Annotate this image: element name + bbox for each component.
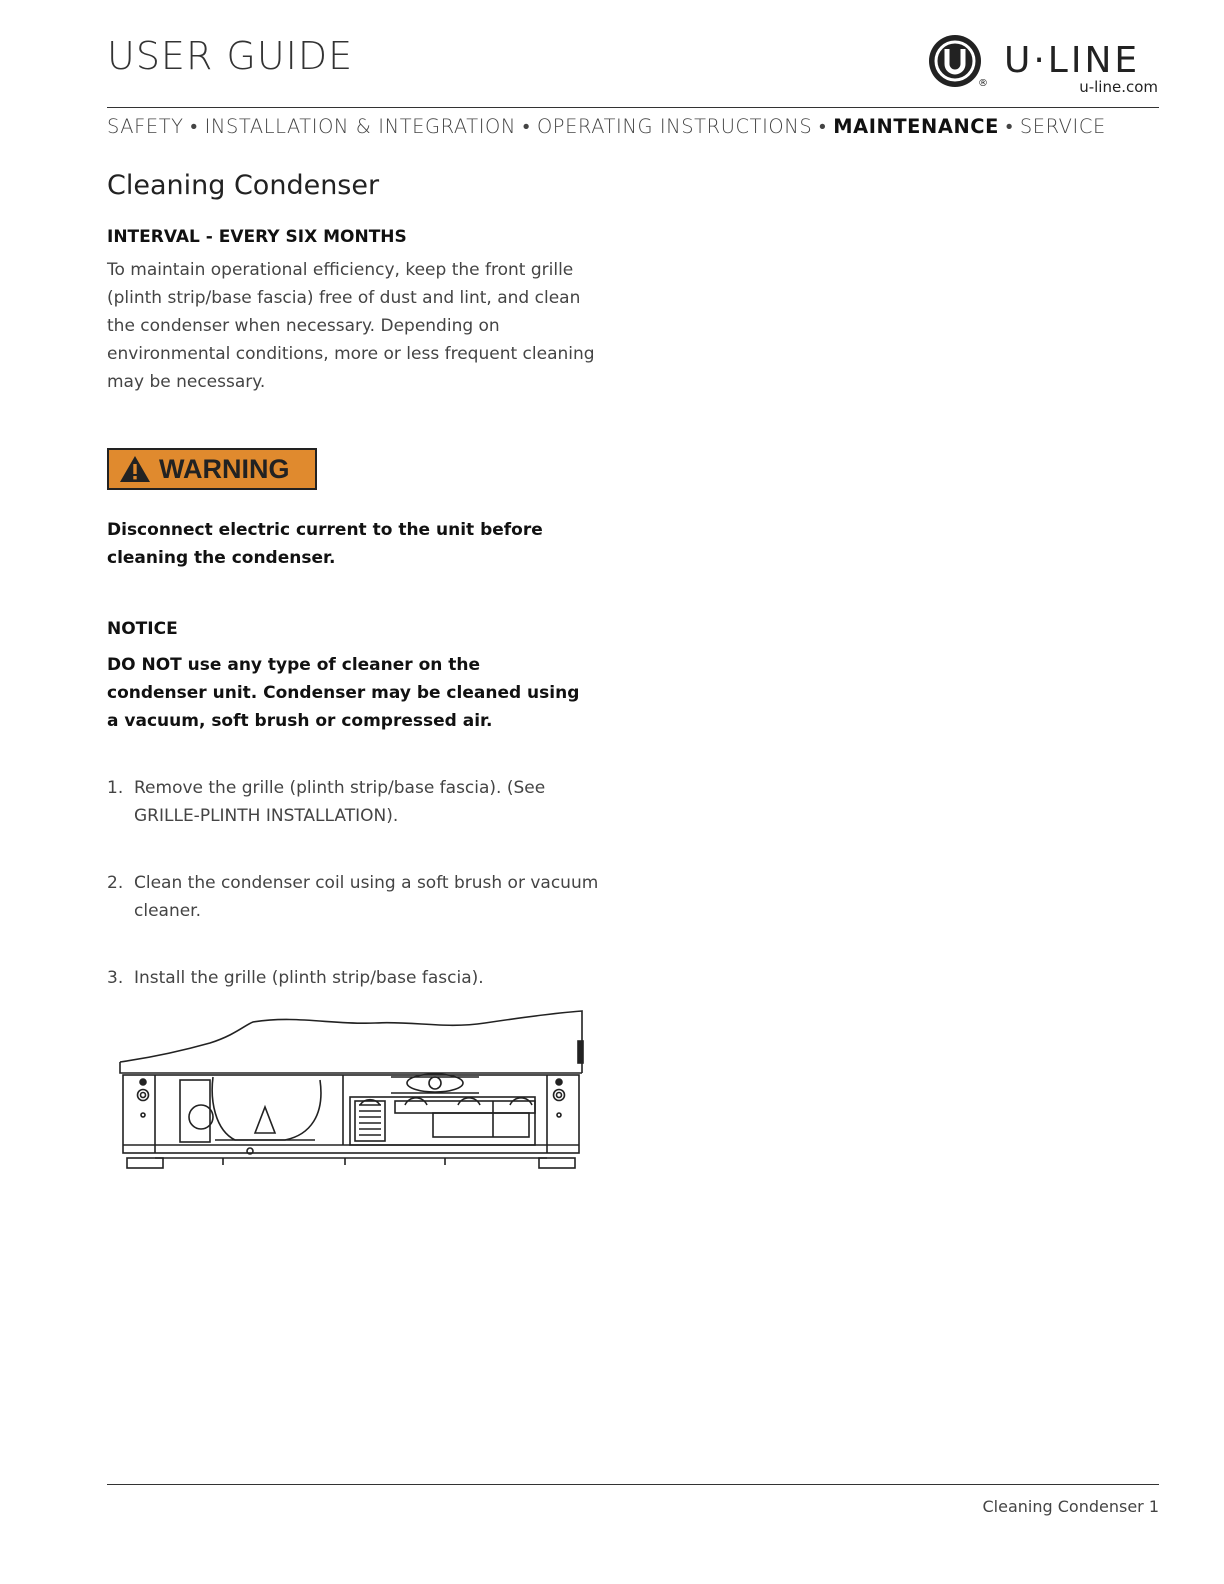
warning-badge [107, 448, 317, 490]
registered-mark: ® [978, 78, 988, 89]
footer-divider [107, 1484, 1159, 1485]
logo-wordmark: U·LINE [1004, 40, 1141, 81]
step-number: 2. [107, 873, 124, 893]
step-line: Clean the condenser coil using a soft brush or vacuum [134, 873, 599, 893]
condenser-illustration [115, 1005, 590, 1175]
warning-line: cleaning the condenser. [107, 548, 336, 568]
u-line-emblem-icon [928, 34, 984, 90]
page-footer-label: Cleaning Condenser 1 [982, 1497, 1159, 1516]
warning-label: WARNING [159, 453, 290, 484]
intro-line: environmental conditions, more or less frequent cleaning [107, 344, 595, 364]
website-url: u-line.com [1079, 78, 1158, 96]
u-line-logo [928, 34, 1164, 96]
nav-separator: • [1005, 115, 1020, 138]
document-title: USER GUIDE [107, 34, 354, 78]
step-item [107, 964, 602, 992]
nav-item-installation: INSTALLATION & INTEGRATION [204, 115, 517, 138]
notice-text [107, 651, 602, 735]
nav-item-maintenance: MAINTENANCE [833, 115, 999, 138]
nav-separator: • [190, 115, 205, 138]
notice-line: a vacuum, soft brush or compressed air. [107, 711, 493, 731]
interval-heading: INTERVAL - EVERY SIX MONTHS [107, 227, 407, 247]
nav-separator: • [522, 115, 537, 138]
step-number: 3. [107, 968, 124, 988]
nav-item-safety: SAFETY [107, 115, 184, 138]
intro-paragraph [107, 256, 602, 396]
notice-line: DO NOT use any type of cleaner on the [107, 655, 481, 675]
nav-item-operating: OPERATING INSTRUCTIONS [536, 115, 813, 138]
section-title: Cleaning Condenser [107, 170, 380, 201]
step-line: cleaner. [134, 901, 202, 921]
step-line: GRILLE-PLINTH INSTALLATION). [134, 806, 399, 826]
notice-line: condenser unit. Condenser may be cleaned using [107, 683, 580, 703]
step-line: Install the grille (plinth strip/base fascia). [134, 968, 484, 988]
step-item [107, 869, 602, 925]
step-item [107, 774, 602, 830]
section-nav [107, 115, 1159, 139]
step-line: Remove the grille (plinth strip/base fascia). (See [134, 778, 546, 798]
intro-line: To maintain operational efficiency, keep the front grille [107, 260, 574, 280]
warning-triangle-icon [119, 455, 151, 483]
notice-heading: NOTICE [107, 619, 178, 639]
intro-line: may be necessary. [107, 372, 266, 392]
nav-item-service: SERVICE [1019, 115, 1106, 138]
intro-line: the condenser when necessary. Depending on [107, 316, 500, 336]
warning-line: Disconnect electric current to the unit before [107, 520, 543, 540]
header-divider [107, 107, 1159, 108]
nav-separator: • [819, 115, 834, 138]
step-number: 1. [107, 778, 124, 798]
warning-text [107, 516, 602, 572]
intro-line: (plinth strip/base fascia) free of dust and lint, and clean [107, 288, 581, 308]
